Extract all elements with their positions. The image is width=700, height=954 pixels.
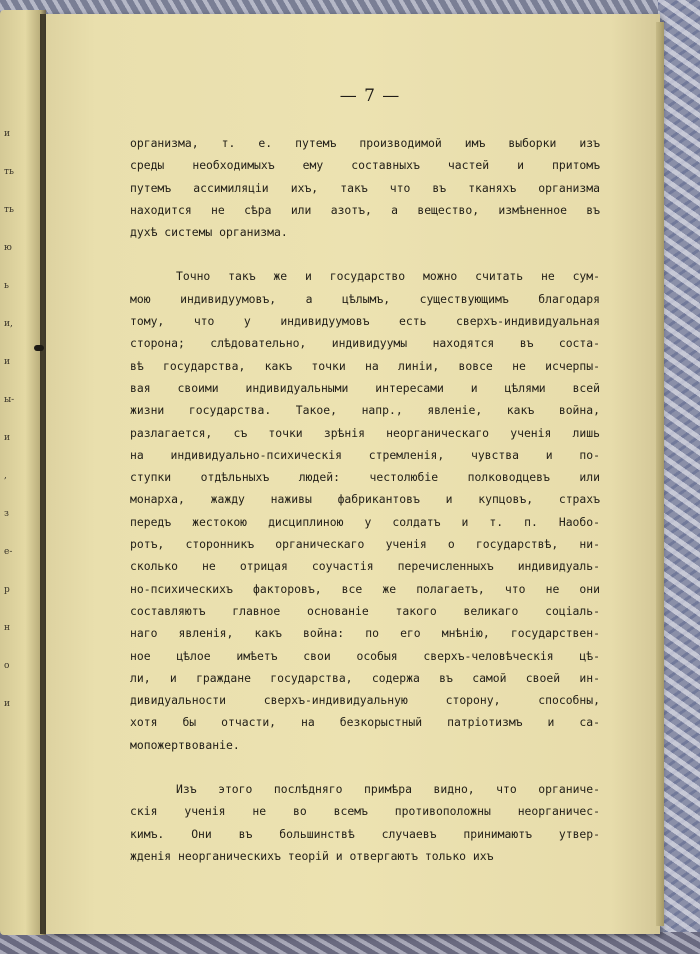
left-page-fragment: о	[4, 661, 10, 671]
text-line: мою индивидуумовъ, а цѣлымъ, существующимъ благодаря	[130, 291, 600, 306]
text-line: монарха, жажду наживы фабрикантовъ и купцовъ, страхъ	[130, 492, 600, 507]
text-line: вая своими индивидуальными интересами и цѣлями всей	[130, 380, 600, 395]
text-line: духѣ системы организма.	[130, 225, 288, 240]
cover-right-edge	[658, 0, 700, 954]
text-line: составляютъ главное основаніе такого великаго соціаль-	[130, 603, 600, 618]
text-line: на индивидуально-психическія стремленія, чувства и по-	[130, 447, 600, 462]
page-number: — 7 —	[339, 86, 401, 106]
left-page-fragment: р	[4, 585, 10, 595]
text-line: путемъ ассимиляціи ихъ, такъ что въ тканяхъ организма	[130, 180, 600, 195]
left-page-fragment: и	[4, 699, 10, 709]
text-line: тому, что у индивидуумовъ есть сверхъ-индивидуальная	[130, 314, 600, 329]
text-line: ное цѣлое имѣетъ свои особыя сверхъ-человѣческія цѣ-	[130, 648, 600, 663]
text-line: сторона; слѣдовательно, индивидуумы находятся въ соста-	[130, 336, 600, 351]
left-page-fragment: и	[4, 433, 10, 443]
left-page-fragment: и	[4, 357, 10, 367]
text-line: организма, т. е. путемъ производимой имъ выборки изъ	[130, 136, 600, 150]
left-page-fragment: ть	[4, 167, 14, 177]
left-page-fragment: и,	[4, 319, 13, 329]
paragraph-gap	[130, 756, 600, 778]
text-line: кимъ. Они въ большинствѣ случаевъ принимаютъ утвер-	[130, 826, 600, 841]
left-page-text-fragments	[4, 130, 38, 738]
paragraph-gap	[130, 243, 600, 265]
left-page-fragment: е-	[4, 547, 13, 557]
text-line: мопожертвованіе.	[130, 737, 240, 752]
text-line: сколько не отрицая соучастія перечисленныхъ индивидуаль-	[130, 559, 600, 574]
text-line: жизни государства. Такое, напр., явленіе, какъ война,	[130, 403, 600, 418]
page-text-body	[130, 132, 600, 867]
text-line: скія ученія не во всемъ противоположны неорганичес-	[130, 804, 600, 819]
text-line: Точно такъ же и государство можно считать не сум-	[176, 269, 600, 284]
text-line: наго явленія, какъ война: по его мнѣнію, государствен-	[130, 626, 600, 641]
left-page-fragment: ю	[4, 243, 12, 253]
left-page-fragment: ь	[4, 281, 9, 291]
paragraph	[130, 132, 600, 243]
left-page-fragment: и	[4, 129, 10, 139]
ink-mark	[34, 345, 44, 351]
text-line: хотя бы отчасти, на безкорыстный патріотизмъ и са-	[130, 715, 600, 730]
text-line: дивидуальности сверхъ-индивидуальную сторону, способны,	[130, 693, 600, 708]
left-page-fragment: з	[4, 509, 9, 519]
paragraph	[130, 778, 600, 867]
text-line: разлагается, съ точки зрѣнія неорганическаго ученія лишь	[130, 425, 600, 440]
text-line: среды необходимыхъ ему составныхъ частей и притомъ	[130, 158, 600, 173]
page-right-edge	[656, 22, 664, 926]
cover-bottom-edge	[0, 932, 700, 954]
left-page-fragment: н	[4, 623, 10, 633]
left-page-fragment: ть	[4, 205, 14, 215]
text-line: жденія неорганическихъ теорій и отвергаютъ только ихъ	[130, 848, 494, 863]
text-line: Изъ этого послѣдняго примѣра видно, что органиче-	[176, 782, 600, 797]
text-line: но-психическихъ факторовъ, все же полагаетъ, что не они	[130, 581, 600, 596]
left-page-fragment: ы-	[4, 395, 15, 405]
paragraph	[130, 265, 600, 756]
text-line: передъ жестокою дисциплиною у солдатъ и т. п. Наобо-	[130, 514, 600, 529]
text-line: вѣ государства, какъ точки на линіи, вовсе не исчерпы-	[130, 358, 600, 373]
left-page-fragment: ,	[4, 471, 7, 481]
text-line: ротъ, сторонникъ органическаго ученія о государствѣ, ни-	[130, 537, 600, 552]
text-line: находится не сѣра или азотъ, а вещество, измѣненное въ	[130, 202, 600, 217]
text-line: ступки отдѣльныхъ людей: честолюбіе полководцевъ или	[130, 470, 600, 485]
text-line: ли, и граждане государства, содержа въ самой своей ин-	[130, 670, 600, 685]
